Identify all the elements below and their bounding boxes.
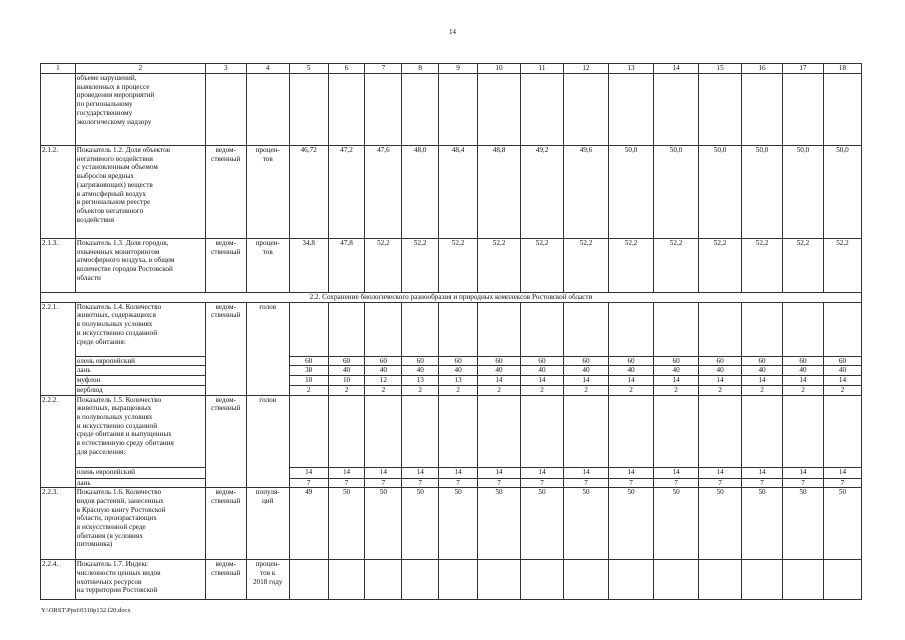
value-cell: 14 <box>783 467 824 478</box>
indicator-unit: процен- тов <box>246 239 289 293</box>
value-cell <box>289 302 328 356</box>
value-cell <box>402 395 439 467</box>
value-cell <box>609 560 654 600</box>
table-row <box>41 293 862 303</box>
value-cell <box>654 74 699 146</box>
value-cell: 40 <box>783 366 824 376</box>
value-cell: 14 <box>742 467 783 478</box>
value-cell: 14 <box>823 376 861 386</box>
indicator-unit: голов <box>246 395 289 488</box>
value-cell: 14 <box>521 376 564 386</box>
value-cell: 60 <box>783 356 824 366</box>
value-cell: 14 <box>823 467 861 478</box>
value-cell <box>478 560 521 600</box>
indicator-number <box>41 74 76 146</box>
value-cell: 60 <box>289 356 328 366</box>
value-cell <box>365 395 402 467</box>
value-cell <box>564 560 609 600</box>
value-cell: 14 <box>478 467 521 478</box>
value-cell <box>609 395 654 467</box>
value-cell: 2 <box>823 385 861 395</box>
value-cell: 40 <box>478 366 521 376</box>
indicator-name: Показатель 1.6. Количество видов растений, занесенных в Красную книгу Ростовской области, произрастающих в искусственной среде обитания (в условиях питомника) <box>75 488 205 560</box>
value-cell: 2 <box>783 385 824 395</box>
column-header: 11 <box>521 64 564 74</box>
table-row <box>41 146 862 239</box>
value-cell: 7 <box>654 478 699 488</box>
value-cell <box>365 74 402 146</box>
indicator-number: 2.1.3. <box>41 239 76 293</box>
value-cell: 47,6 <box>365 146 402 239</box>
value-cell <box>521 302 564 356</box>
value-cell: 48,8 <box>478 146 521 239</box>
column-header: 10 <box>478 64 521 74</box>
value-cell: 14 <box>699 376 742 386</box>
indicator-unit: процен- тов <box>246 146 289 239</box>
value-cell: 50,0 <box>654 146 699 239</box>
value-cell: 40 <box>402 366 439 376</box>
column-header: 16 <box>742 64 783 74</box>
value-cell: 10 <box>289 376 328 386</box>
value-cell <box>478 302 521 356</box>
value-cell: 34,8 <box>289 239 328 293</box>
value-cell <box>742 302 783 356</box>
indicator-name: Показатель 1.3. Доля городов, охваченных мониторингом атмосферного воздуха, в общем количестве городов Ростовской области <box>75 239 205 293</box>
value-cell: 48,0 <box>402 146 439 239</box>
value-cell: 50 <box>654 488 699 560</box>
column-header: 14 <box>654 64 699 74</box>
value-cell <box>289 560 328 600</box>
column-header: 6 <box>328 64 365 74</box>
value-cell: 7 <box>402 478 439 488</box>
value-cell: 60 <box>439 356 478 366</box>
value-cell: 7 <box>328 478 365 488</box>
indicator-unit: голов <box>246 302 289 395</box>
value-cell <box>742 74 783 146</box>
value-cell: 7 <box>609 478 654 488</box>
indicators-table <box>40 63 862 600</box>
value-cell <box>564 395 609 467</box>
column-header: 5 <box>289 64 328 74</box>
value-cell: 7 <box>564 478 609 488</box>
indicator-name: Показатель 1.7. Индекс численности ценных видов охотничьих ресурсов на территории Ростовской <box>75 560 205 600</box>
value-cell: 50,0 <box>699 146 742 239</box>
value-cell: 52,2 <box>402 239 439 293</box>
value-cell <box>654 560 699 600</box>
value-cell <box>439 74 478 146</box>
value-cell: 2 <box>478 385 521 395</box>
table-row <box>41 356 862 366</box>
value-cell: 7 <box>742 478 783 488</box>
value-cell: 7 <box>365 478 402 488</box>
value-cell: 60 <box>402 356 439 366</box>
value-cell: 60 <box>478 356 521 366</box>
value-cell <box>478 395 521 467</box>
section-title: 2.2. Сохранение биологического разнообразия и природных комплексов Ростовской области <box>41 293 862 303</box>
table-row <box>41 366 862 376</box>
value-cell: 13 <box>439 376 478 386</box>
value-cell: 14 <box>328 467 365 478</box>
value-cell <box>439 395 478 467</box>
value-cell: 52,2 <box>823 239 861 293</box>
table-row <box>41 478 862 488</box>
value-cell: 60 <box>742 356 783 366</box>
value-cell: 50 <box>783 488 824 560</box>
table-row <box>41 560 862 600</box>
value-cell: 14 <box>783 376 824 386</box>
value-cell: 50 <box>402 488 439 560</box>
value-cell: 14 <box>654 376 699 386</box>
value-cell: 52,2 <box>609 239 654 293</box>
value-cell: 40 <box>654 366 699 376</box>
value-cell: 14 <box>439 467 478 478</box>
value-cell: 50 <box>521 488 564 560</box>
value-cell: 40 <box>742 366 783 376</box>
value-cell: 2 <box>699 385 742 395</box>
value-cell <box>609 74 654 146</box>
table-row <box>41 64 862 74</box>
value-cell <box>783 395 824 467</box>
table-row <box>41 239 862 293</box>
indicator-source: ведом- ственный <box>205 488 246 560</box>
value-cell: 40 <box>699 366 742 376</box>
value-cell: 2 <box>564 385 609 395</box>
indicator-number: 2.1.2. <box>41 146 76 239</box>
value-cell: 7 <box>823 478 861 488</box>
value-cell: 14 <box>564 467 609 478</box>
column-header: 1 <box>41 64 76 74</box>
column-header: 8 <box>402 64 439 74</box>
value-cell: 52,2 <box>654 239 699 293</box>
value-cell: 60 <box>699 356 742 366</box>
indicator-number: 2.2.3. <box>41 488 76 560</box>
value-cell: 14 <box>564 376 609 386</box>
value-cell: 52,2 <box>365 239 402 293</box>
value-cell <box>439 560 478 600</box>
value-cell <box>564 302 609 356</box>
value-cell <box>439 302 478 356</box>
indicator-name: Показатель 1.2. Доля объектов негативного воздействия с установленным объемом выбросов вредных (загрязняющих) веществ в атмосферный воздух в региональном реестре объектов негативного воздействия <box>75 146 205 239</box>
indicator-name: Показатель 1.5. Количество животных, выращенных в полувольных условиях и искусственно созданной среде обитания и выпущенных в естественную среду обитания для расселения: <box>75 395 205 467</box>
value-cell <box>521 560 564 600</box>
value-cell: 40 <box>521 366 564 376</box>
value-cell: 14 <box>478 376 521 386</box>
value-cell <box>402 302 439 356</box>
value-cell <box>742 395 783 467</box>
value-cell <box>654 302 699 356</box>
value-cell: 50,0 <box>823 146 861 239</box>
indicator-number: 2.2.2. <box>41 395 76 488</box>
value-cell: 2 <box>402 385 439 395</box>
column-header: 12 <box>564 64 609 74</box>
value-cell: 50 <box>478 488 521 560</box>
value-cell <box>699 395 742 467</box>
value-cell: 14 <box>742 376 783 386</box>
value-cell: 60 <box>823 356 861 366</box>
value-cell <box>365 302 402 356</box>
value-cell: 7 <box>478 478 521 488</box>
value-cell: 50,0 <box>609 146 654 239</box>
value-cell <box>699 560 742 600</box>
value-cell: 50 <box>609 488 654 560</box>
value-cell: 38 <box>289 366 328 376</box>
table-row <box>41 74 862 146</box>
value-cell: 7 <box>783 478 824 488</box>
value-cell: 7 <box>439 478 478 488</box>
value-cell: 14 <box>699 467 742 478</box>
indicator-unit: процен- тов к 2018 году <box>246 560 289 600</box>
column-header: 4 <box>246 64 289 74</box>
indicator-source: ведом- ственный <box>205 239 246 293</box>
value-cell <box>365 560 402 600</box>
table-row <box>41 302 862 356</box>
value-cell: 40 <box>564 366 609 376</box>
column-header: 13 <box>609 64 654 74</box>
value-cell <box>823 302 861 356</box>
value-cell: 14 <box>365 467 402 478</box>
value-cell <box>609 302 654 356</box>
value-cell: 50 <box>439 488 478 560</box>
value-cell: 14 <box>402 467 439 478</box>
value-cell: 50,0 <box>783 146 824 239</box>
value-cell: 14 <box>654 467 699 478</box>
value-cell <box>699 302 742 356</box>
indicator-source: ведом- ственный <box>205 302 246 395</box>
page-number: 14 <box>449 28 456 36</box>
value-cell <box>564 74 609 146</box>
value-cell: 50 <box>365 488 402 560</box>
indicator-name: объеме нарушений, выявленных в процессе проведения мероприятий по региональному государственному экологическому надзору <box>75 74 205 146</box>
value-cell <box>742 560 783 600</box>
value-cell <box>328 302 365 356</box>
table-row <box>41 488 862 560</box>
sub-indicator-label: олень европейский <box>75 467 205 478</box>
indicator-name: Показатель 1.4. Количество животных, содержащихся в полувольных условиях и искусственно созданной среде обитания: <box>75 302 205 356</box>
value-cell <box>402 74 439 146</box>
value-cell: 60 <box>365 356 402 366</box>
value-cell: 49,6 <box>564 146 609 239</box>
indicator-source <box>205 74 246 146</box>
value-cell: 52,2 <box>478 239 521 293</box>
value-cell: 50 <box>564 488 609 560</box>
value-cell: 52,2 <box>783 239 824 293</box>
value-cell: 40 <box>328 366 365 376</box>
column-header: 9 <box>439 64 478 74</box>
value-cell: 14 <box>521 467 564 478</box>
value-cell: 52,2 <box>742 239 783 293</box>
value-cell: 7 <box>521 478 564 488</box>
value-cell: 50 <box>328 488 365 560</box>
indicator-source: ведом- ственный <box>205 146 246 239</box>
sub-indicator-label: лань <box>75 478 205 488</box>
column-header: 15 <box>699 64 742 74</box>
value-cell: 40 <box>823 366 861 376</box>
value-cell: 47,2 <box>328 146 365 239</box>
value-cell: 7 <box>289 478 328 488</box>
value-cell: 2 <box>439 385 478 395</box>
value-cell <box>289 395 328 467</box>
sub-indicator-label: лань <box>75 366 205 376</box>
indicator-unit: популя- ций <box>246 488 289 560</box>
value-cell: 40 <box>365 366 402 376</box>
value-cell: 49 <box>289 488 328 560</box>
value-cell <box>783 74 824 146</box>
value-cell: 40 <box>439 366 478 376</box>
file-path-footer: Y:\ORST\Ppsi\0310p132.f20.docx <box>41 607 131 614</box>
value-cell: 50 <box>823 488 861 560</box>
table-row <box>41 385 862 395</box>
value-cell: 52,2 <box>439 239 478 293</box>
value-cell: 2 <box>609 385 654 395</box>
sub-indicator-label: олень европейский <box>75 356 205 366</box>
value-cell <box>328 560 365 600</box>
value-cell: 2 <box>521 385 564 395</box>
value-cell: 47,8 <box>328 239 365 293</box>
value-cell: 48,4 <box>439 146 478 239</box>
value-cell: 2 <box>328 385 365 395</box>
value-cell <box>328 74 365 146</box>
value-cell: 50,0 <box>742 146 783 239</box>
table-row <box>41 395 862 467</box>
value-cell <box>699 74 742 146</box>
value-cell: 52,2 <box>564 239 609 293</box>
value-cell <box>328 395 365 467</box>
value-cell: 52,2 <box>521 239 564 293</box>
value-cell <box>654 395 699 467</box>
value-cell: 14 <box>609 467 654 478</box>
value-cell: 52,2 <box>699 239 742 293</box>
column-header: 17 <box>783 64 824 74</box>
indicator-number: 2.2.1. <box>41 302 76 395</box>
value-cell: 49,2 <box>521 146 564 239</box>
indicator-source: ведом- ственный <box>205 560 246 600</box>
sub-indicator-label: муфлон <box>75 376 205 386</box>
value-cell: 60 <box>564 356 609 366</box>
value-cell <box>289 74 328 146</box>
value-cell <box>521 395 564 467</box>
value-cell: 7 <box>699 478 742 488</box>
value-cell: 14 <box>289 467 328 478</box>
value-cell: 40 <box>609 366 654 376</box>
value-cell: 60 <box>521 356 564 366</box>
sub-indicator-label: верблюд <box>75 385 205 395</box>
value-cell: 14 <box>609 376 654 386</box>
value-cell: 10 <box>328 376 365 386</box>
value-cell: 60 <box>609 356 654 366</box>
value-cell: 2 <box>365 385 402 395</box>
indicator-unit <box>246 74 289 146</box>
value-cell: 50 <box>699 488 742 560</box>
value-cell <box>783 560 824 600</box>
value-cell <box>823 395 861 467</box>
value-cell <box>823 74 861 146</box>
value-cell: 60 <box>654 356 699 366</box>
value-cell: 2 <box>742 385 783 395</box>
table-row <box>41 467 862 478</box>
value-cell <box>783 302 824 356</box>
indicator-number: 2.2.4. <box>41 560 76 600</box>
value-cell <box>478 74 521 146</box>
indicator-source: ведом- ственный <box>205 395 246 488</box>
value-cell: 12 <box>365 376 402 386</box>
table-row <box>41 376 862 386</box>
column-header: 7 <box>365 64 402 74</box>
column-header: 2 <box>75 64 205 74</box>
value-cell <box>402 560 439 600</box>
value-cell: 50 <box>742 488 783 560</box>
value-cell: 60 <box>328 356 365 366</box>
column-header: 3 <box>205 64 246 74</box>
value-cell: 2 <box>289 385 328 395</box>
value-cell <box>521 74 564 146</box>
value-cell: 13 <box>402 376 439 386</box>
column-header: 18 <box>823 64 861 74</box>
value-cell: 46,72 <box>289 146 328 239</box>
value-cell: 2 <box>654 385 699 395</box>
value-cell <box>823 560 861 600</box>
